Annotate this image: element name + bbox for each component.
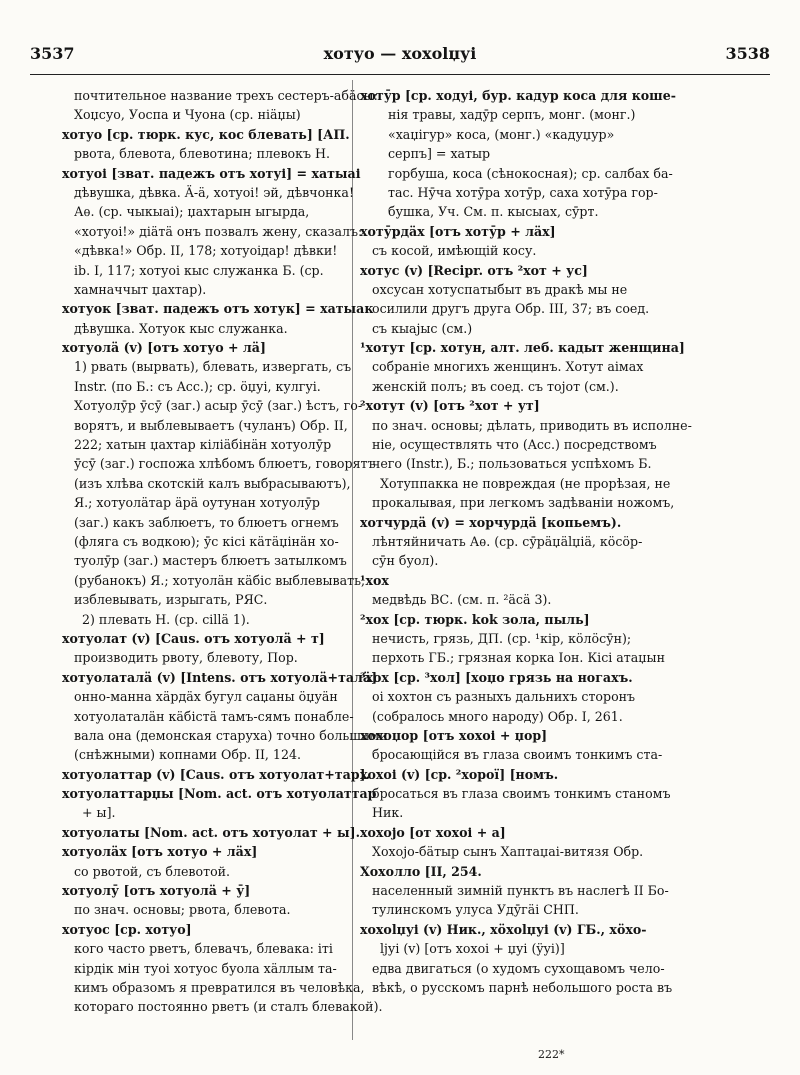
text-line: хотуоі [зват. падежъ отъ хотуі] = хатыаі bbox=[62, 165, 361, 181]
text-line: дѣвушка. Хотуок кыс служанка. bbox=[74, 320, 288, 336]
text-line: охсусан хотуспатыбыт въ дракѣ мы не bbox=[372, 281, 628, 297]
text-line: хамначчыт џахтар). bbox=[74, 281, 207, 297]
text-line: хотӯрдäх [отъ хотӯр + лäх] bbox=[360, 223, 556, 239]
text-line: хотуолаты [Nom. act. отъ хотуолат + ы]. bbox=[62, 824, 360, 840]
text-line: вала она (демонская старуха) точно большими bbox=[74, 727, 388, 743]
text-line: чего (Instr.), Б.; пользоваться успѣхомъ Б. bbox=[372, 456, 652, 472]
text-line: хотчурдä (v) = хорчурдä [копьемъ). bbox=[360, 514, 622, 530]
text-line: населенный зимній пунктъ въ наслегѣ II Бо- bbox=[372, 883, 669, 899]
text-line: хотуолат (v) [Caus. отъ хотуолä + т] bbox=[62, 630, 325, 646]
text-line: Хотуолӯр ӯсӯ (заг.) асыр ӯсӯ (заг.) ѣстъ, го- bbox=[74, 398, 363, 414]
text-line: Хохојо-бäтыр сынъ Хаптаџаі-витязя Обр. bbox=[372, 844, 644, 860]
text-line: хотуо [ср. тюрк. кус, кос блевать] [АП. bbox=[62, 126, 350, 142]
text-line: горбуша, коса (сѣнокосная); ср. салбах ба- bbox=[388, 165, 673, 181]
text-line: хохоџор [отъ хохоі + џор] bbox=[360, 727, 548, 743]
text-line: бросаться въ глаза своимъ тонкимъ станомъ bbox=[372, 786, 671, 802]
text-line: по знач. основы; дѣлать, приводить въ исполне- bbox=[372, 417, 692, 433]
text-line: со рвотой, съ блевотой. bbox=[74, 863, 231, 879]
text-line: 2) плевать Н. (ср. сіllä 1). bbox=[82, 611, 250, 627]
text-line: изблевывать, изрыгать, РЯС. bbox=[74, 592, 268, 608]
text-line: собраніе многихъ женщинъ. Хотут аімах bbox=[372, 359, 644, 375]
text-line: Хотуппакка не повреждая (не прорѣзая, не bbox=[380, 475, 671, 491]
text-line: кірдік мін туоі хотуос буола хäллым та- bbox=[74, 960, 337, 976]
text-line: съ косой, имѣющій косу. bbox=[372, 243, 537, 259]
left-page-number: 3537 bbox=[30, 44, 75, 63]
text-line: оі хохтон съ разныхъ дальнихъ сторонъ bbox=[372, 689, 636, 705]
text-line: хохоlџуі (v) Ник., хӧхоlџуі (v) ГБ., хӧхо- bbox=[360, 921, 647, 937]
text-line: (изъ хлѣва скотскій калъ выбрасываютъ), bbox=[74, 475, 351, 491]
text-line: хотуолä (v) [отъ хотуо + лä] bbox=[62, 340, 266, 356]
right-column bbox=[360, 86, 772, 997]
text-line: едва двигаться (о худомъ сухощавомъ чело- bbox=[372, 960, 665, 976]
text-line: Ник. bbox=[372, 805, 404, 821]
text-line: Instr. (по Б.: съ Acc.); ср. ӧџуі, кулгуі. bbox=[74, 378, 321, 394]
text-line: нечисть, грязь, ДП. (ср. ¹кір, кӧлӧсӯн); bbox=[372, 630, 632, 646]
text-line: ²хох [ср. тюрк. kok зола, пыль] bbox=[360, 611, 590, 627]
text-line: ²хотут (v) [отъ ²хот + ут] bbox=[360, 398, 540, 414]
text-line: осилили другъ друга Обр. III, 37; въ соед. bbox=[372, 301, 650, 317]
text-line: нія травы, хадӯр серпъ, монг. (монг.) bbox=[388, 107, 636, 123]
text-line: кимъ образомъ я превратился въ человѣка, bbox=[74, 979, 365, 995]
text-line: (рубанокъ) Я.; хотуолäн кäбіс выблевывать, bbox=[74, 572, 365, 588]
text-line: бушка, Уч. См. п. кысыах, сӯрт. bbox=[388, 204, 599, 220]
text-line: хохоі (v) [ср. ²хорої] [номъ. bbox=[360, 766, 559, 782]
text-line: (собралось много народу) Обр. I, 261. bbox=[372, 708, 623, 724]
text-line: + ы]. bbox=[82, 805, 116, 821]
text-line: «дѣвка!» Обр. II, 178; хотуоідар! дѣвки! bbox=[74, 243, 338, 259]
text-line: кого часто рветъ, блевачъ, блевака: іті bbox=[74, 941, 333, 957]
text-line: (снѣжными) копнами Обр. II, 124. bbox=[74, 747, 301, 763]
text-line: ³хох [ср. ³хол] [хоџо грязь на ногахъ. bbox=[360, 669, 633, 685]
text-line: «хотуоі!» діäтä онъ позвалъ жену, сказалъ: bbox=[74, 223, 363, 239]
text-line: Я.; хотуолäтар äрä оутунан хотуолӯр bbox=[74, 495, 320, 511]
text-line: ӯсӯ (заг.) госпожа хлѣбомъ блюетъ, говорятъ bbox=[74, 456, 376, 472]
text-line: почтительное название трехъ сестеръ-абäсы: bbox=[74, 88, 378, 103]
text-line: ib. I, 117; хотуоі кыс служанка Б. (ср. bbox=[74, 262, 324, 278]
text-line: онно-манна хäрдäх бугул саџаны ӧџуäн bbox=[74, 689, 338, 705]
text-line: Хоџсуо, Уоспа и Чуона (ср. ніäџы) bbox=[74, 107, 301, 123]
text-line: ніе, осуществлять что (Acc.) посредствомъ bbox=[372, 437, 657, 453]
text-line: Хохолло [II, 254. bbox=[360, 863, 482, 879]
right-page-number: 3538 bbox=[725, 44, 770, 63]
text-line: lјуі (v) [отъ хохоі + џуі (ÿуі)] bbox=[380, 941, 565, 957]
signature-mark: 222* bbox=[538, 1048, 565, 1061]
header-rule bbox=[30, 74, 770, 75]
text-line: бросающійся въ глаза своимъ тонкимъ ста- bbox=[372, 747, 663, 763]
text-line: съ кыајыс (см.) bbox=[372, 320, 473, 336]
text-line: сӯн буол). bbox=[372, 553, 439, 569]
text-line: хотуолаталä (v) [Intens. отъ хотуолä+талä] bbox=[62, 669, 378, 685]
text-line: хотуолаталäн кäбістä тамъ-сямъ понабле- bbox=[74, 708, 354, 724]
text-line: хотуолӯ [отъ хотуолä + ӯ] bbox=[62, 883, 251, 899]
text-line: 1) рвать (вырвать), блевать, извергать, съ bbox=[74, 359, 352, 375]
text-line: перхоть ГБ.; грязная корка Іон. Кісі атаџын bbox=[372, 650, 665, 666]
text-line: хотуолаттарџы [Nom. act. отъ хотуолаттар bbox=[62, 786, 377, 802]
text-line: производить рвоту, блевоту, Пор. bbox=[74, 650, 298, 666]
text-line: Аѳ. (ср. чыкыаі); џахтарын ыгырда, bbox=[74, 204, 310, 220]
text-line: прокалывая, при легкомъ задѣваніи ножомъ, bbox=[372, 495, 675, 511]
running-header bbox=[30, 44, 770, 68]
text-line: вѣкѣ, о русскомъ парнѣ небольшого роста въ bbox=[372, 979, 673, 995]
text-line: хотуок [зват. падежъ отъ хотук] = хатыак bbox=[62, 301, 374, 317]
text-line: тулинскомъ улуса Удӯгäі СНП. bbox=[372, 902, 579, 918]
text-line: ворятъ, и выблевываетъ (чуланъ) Обр. II, bbox=[74, 417, 348, 433]
text-line: ¹хох bbox=[360, 572, 389, 588]
text-line: 222; хатын џахтар кіліäбінäн хотуолӯр bbox=[74, 437, 332, 453]
text-line: хотуолаттар (v) [Caus. отъ хотуолат+тар]. bbox=[62, 766, 370, 782]
text-line: ¹хотут [ср. хотун, алт. леб. кадыт женщина] bbox=[360, 340, 685, 356]
text-line: медвѣдь ВС. (см. п. ²äсä 3). bbox=[372, 592, 552, 608]
text-line: дѣвушка, дѣвка. Ä-ä, хотуоі! эй, дѣвчонка! bbox=[74, 184, 355, 200]
text-line: женскій полъ; въ соед. съ тојот (см.). bbox=[372, 378, 619, 394]
text-line: рвота, блевота, блевотина; плевокъ Н. bbox=[74, 146, 331, 162]
text-line: (заг.) какъ заблюетъ, то блюетъ огнемъ bbox=[74, 514, 339, 530]
text-line: хотӯр [ср. ходуі, бур. кадур коса для коше- bbox=[360, 88, 676, 103]
text-line: хохојо [от хохоі + а] bbox=[360, 824, 506, 840]
text-line: туолӯр (заг.) мастеръ блюетъ затылкомъ bbox=[74, 553, 347, 569]
text-line: котораго постоянно рветъ (и сталъ блевакой). bbox=[74, 999, 383, 1015]
text-line: хотуос [ср. хотуо] bbox=[62, 921, 192, 937]
text-line: тас. Нӯча хотӯра хотӯр, саха хотӯра гор- bbox=[388, 184, 658, 200]
running-title: хотуо — хохоlџуі bbox=[323, 44, 477, 63]
text-line: хотус (v) [Recipr. отъ ²хот + ус] bbox=[360, 262, 588, 278]
text-line: «хаџігур» коса, (монг.) «кадуџур» bbox=[388, 126, 615, 142]
text-line: лѣнтяйничать Аѳ. (ср. сӯрäџälџіä, кӧсӧр- bbox=[372, 533, 643, 549]
text-line: хотуолäх [отъ хотуо + лäх] bbox=[62, 844, 258, 860]
text-line: по знач. основы; рвота, блевота. bbox=[74, 902, 291, 918]
text-line: (фляга съ водкою); ӯс кісі кäтäџінäн хо- bbox=[74, 533, 339, 549]
text-line: серпъ] = хатыр bbox=[388, 146, 491, 162]
